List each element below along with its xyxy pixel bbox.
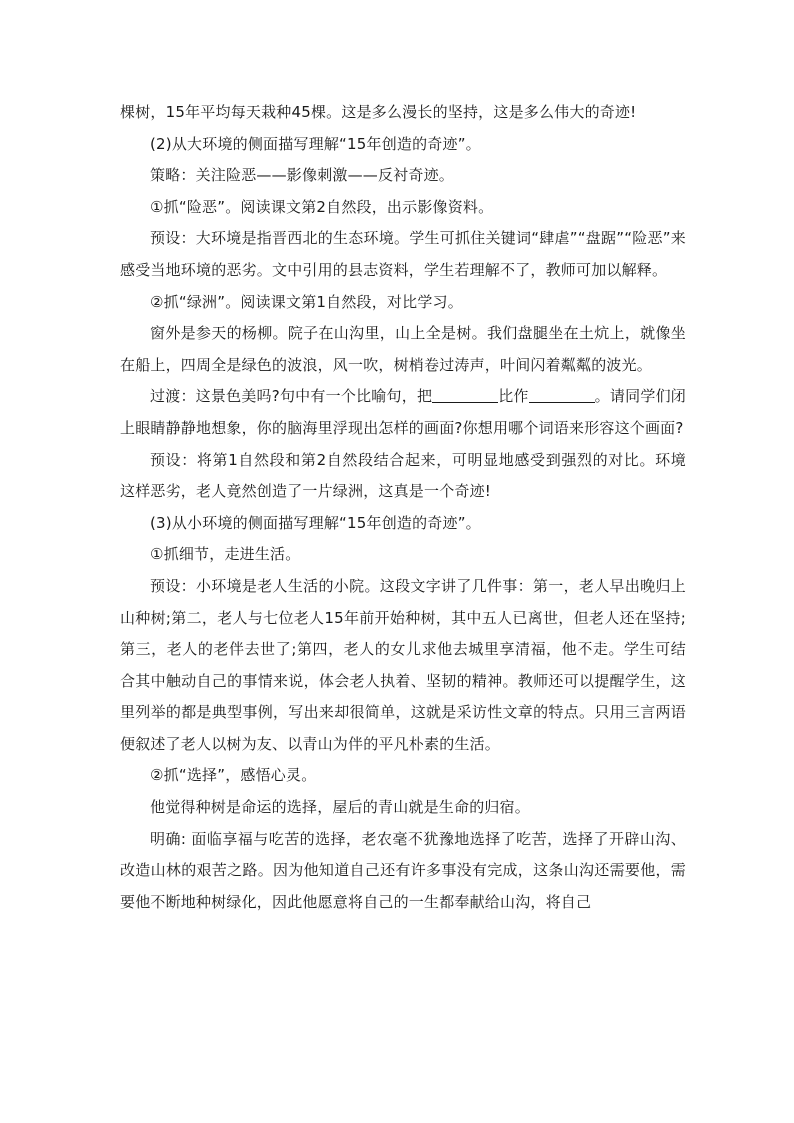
quoted-text-paragraph: 窗外是参天的杨柳。院子在山沟里，山上全是树。我们盘腿坐在土炕上，就像坐在船上，四周全是绿色的波浪，风一吹，树梢卷过涛声，叶间闪着粼粼的波光。 — [120, 324, 686, 374]
step-grasp-danger: ①抓“险恶”。阅读课文第2自然段，出示影像资料。 — [150, 197, 494, 216]
section-heading-2: (2)从大环境的侧面描写理解“15年创造的奇迹”。 — [150, 134, 481, 153]
quoted-sentence: 他觉得种树是命运的选择，屋后的青山就是生命的归宿。 — [150, 798, 531, 817]
fill-blank-2 — [529, 386, 595, 403]
paragraph-continuation: 棵树，15年平均每天栽种45棵。这是多么漫长的坚持，这是多么伟大的奇迹! — [120, 103, 637, 121]
step-grasp-details: ①抓细节，走进生活。 — [150, 545, 301, 564]
preset-paragraph-3: 预设：小环境是老人生活的小院。这段文字讲了几件事：第一，老人早出晚归上山种树;第二，老人与七位老人15年前开始种树，其中五人已离世，但老人还在坚持;第三，老人的老伴去世了;第四，老人的女儿求他去城里享清福，他不走。学生可结合其中触动自己的事情来说，体会老人执着、坚韧的精神。教师还可以提醒学生，这里列举的都是典型事例，写出来却很简单，这就是采访性文章的特点。只用三言两语便叙述了老人以树为友、以青山为伴的平凡朴素的生活。 — [120, 576, 686, 753]
transition-part-3: 。请同学们闭上眼睛静静地想象，你的脑海里浮现出怎样的画面?你想用哪个词语来形容这个画面? — [120, 387, 686, 437]
transition-paragraph — [120, 381, 686, 444]
transition-part-2: 比作 — [498, 387, 529, 406]
fill-blank-1 — [432, 386, 498, 403]
section-heading-3: (3)从小环境的侧面描写理解“15年创造的奇迹”。 — [150, 513, 481, 532]
clarification-paragraph: 明确: 面临享福与吃苦的选择，老农毫不犹豫地选择了吃苦，选择了开辟山沟、改造山林的艰苦之路。因为他知道自己还有许多事没有完成，这条山沟还需要他，需要他不断地种树绿化，因此他愿意将自己的一生都奉献给山沟，将自己 — [120, 829, 686, 911]
preset-paragraph-1: 预设：大环境是指晋西北的生态环境。学生可抓住关键词“肆虐”“盘踞”“险恶”来感受当地环境的恶劣。文中引用的县志资料，学生若理解不了，教师可加以解释。 — [120, 229, 686, 279]
strategy-paragraph: 策略：关注险恶——影像刺激——反衬奇迹。 — [150, 166, 455, 185]
preset-paragraph-2: 预设：将第1自然段和第2自然段结合起来，可明显地感受到强烈的对比。环境这样恶劣，老人竟然创造了一片绿洲，这真是一个奇迹! — [120, 450, 686, 501]
step-grasp-choice: ②抓“选择”，感悟心灵。 — [150, 766, 317, 785]
transition-part-1: 过渡：这景色美吗?句中有一个比喻句，把 — [150, 387, 433, 406]
document-page — [120, 97, 686, 918]
step-grasp-oasis: ②抓“绿洲”。阅读课文第1自然段，对比学习。 — [150, 292, 463, 311]
